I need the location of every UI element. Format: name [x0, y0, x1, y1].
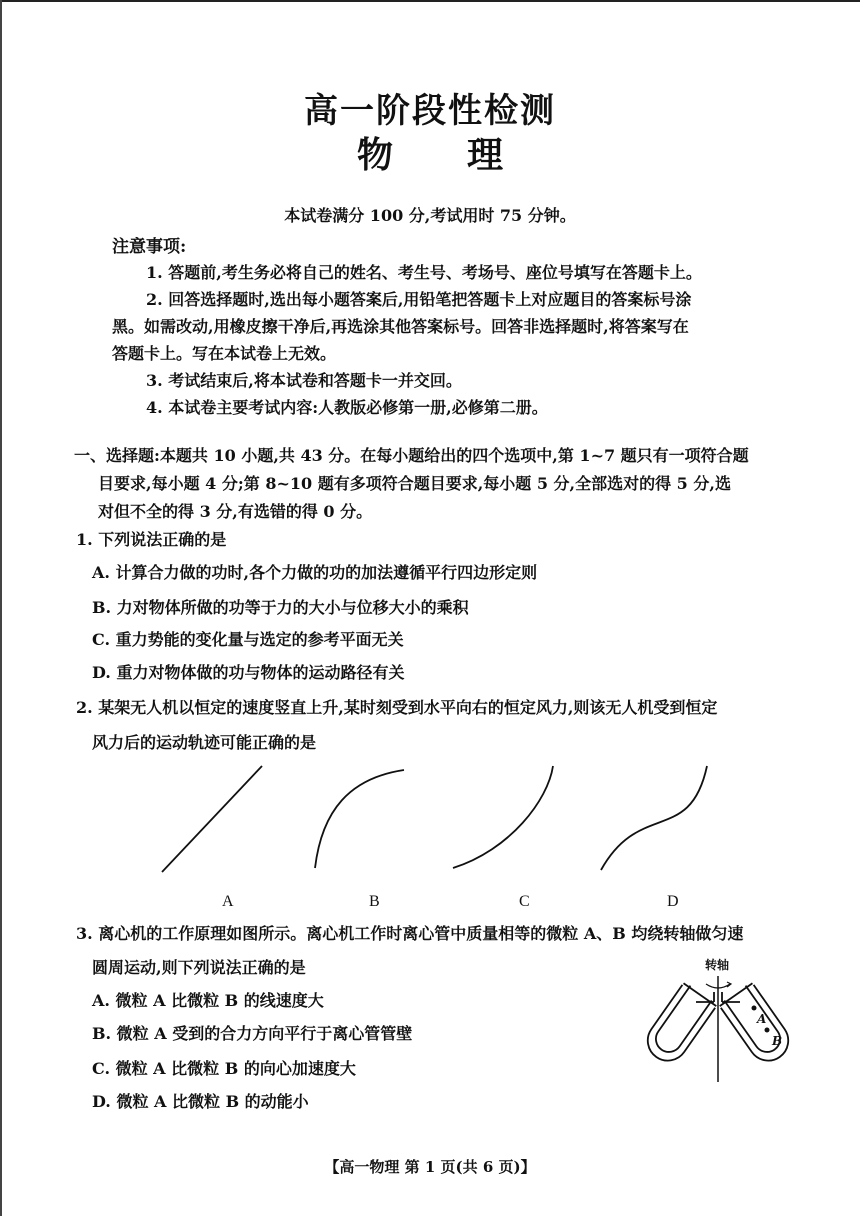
notice-item-2-end: 答题卡上。写在本试卷上无效。 [112, 344, 337, 363]
q2-stem-line-1: 2. 某架无人机以恒定的速度竖直上升,某时刻受到水平向右的恒定风力,则该无人机受到恒定 [76, 698, 718, 717]
q3-option-a: A. 微粒 A 比微粒 B 的线速度大 [92, 991, 324, 1010]
notice-heading: 注意事项: [112, 237, 187, 257]
exam-title: 高一阶段性检测 [304, 91, 556, 131]
notice-item-4: 4. 本试卷主要考试内容:人教版必修第一册,必修第二册。 [146, 398, 548, 417]
section1-line-3: 对但不全的得 3 分,有选错的得 0 分。 [98, 502, 373, 521]
q1-option-a: A. 计算合力做的功时,各个力做的功的加法遵循平行四边形定则 [92, 563, 538, 582]
q1-option-b: B. 力对物体所做的功等于力的大小与位移大小的乘积 [92, 598, 469, 617]
particle-b-label: B [772, 1034, 783, 1048]
q3-stem-line-1: 3. 离心机的工作原理如图所示。离心机工作时离心管中质量相等的微粒 A、B 均绕转轴做匀速 [76, 924, 744, 943]
subject-title: 物理 [356, 134, 577, 176]
q1-stem: 1. 下列说法正确的是 [76, 530, 227, 549]
section1-line-1: 一、选择题:本题共 10 小题,共 43 分。在每小题给出的四个选项中,第 1~7 题只有一项符合题 [74, 446, 749, 465]
q3-stem-line-2: 圆周运动,则下列说法正确的是 [92, 958, 306, 977]
particle-b-dot [765, 1028, 770, 1033]
particle-a-label: A [757, 1012, 767, 1026]
page-footer: 【高一物理 第 1 页(共 6 页)】 [324, 1158, 536, 1176]
q3-option-b: B. 微粒 A 受到的合力方向平行于离心管管壁 [92, 1024, 413, 1043]
exam-info: 本试卷满分 100 分,考试用时 75 分钟。 [284, 206, 576, 225]
q1-option-d: D. 重力对物体做的功与物体的运动路径有关 [92, 663, 405, 682]
left-tube [640, 982, 718, 1069]
figure-label-a: A [222, 893, 234, 910]
figure-label-b: B [369, 893, 380, 910]
figure-label-d: D [667, 893, 679, 910]
figure-label-c: C [519, 893, 530, 910]
particle-a-dot [752, 1006, 757, 1011]
notice-item-2-cont: 黑。如需改动,用橡皮擦干净后,再选涂其他答案标号。回答非选择题时,将答案写在 [112, 317, 689, 336]
section1-line-2: 目要求,每小题 4 分;第 8~10 题有多项符合题目要求,每小题 5 分,全部选对的得 5 分,选 [98, 474, 731, 493]
q3-option-c: C. 微粒 A 比微粒 B 的向心加速度大 [92, 1059, 356, 1078]
notice-item-1: 1. 答题前,考生务必将自己的姓名、考生号、考场号、座位号填写在答题卡上。 [146, 263, 702, 282]
q3-option-d: D. 微粒 A 比微粒 B 的动能小 [92, 1092, 309, 1111]
axis-label: 转轴 [705, 958, 730, 972]
notice-item-2: 2. 回答选择题时,选出每小题答案后,用铅笔把答题卡上对应题目的答案标号涂 [146, 290, 692, 309]
q2-stem-line-2: 风力后的运动轨迹可能正确的是 [92, 733, 317, 752]
notice-item-3: 3. 考试结束后,将本试卷和答题卡一并交回。 [146, 371, 462, 390]
q1-option-c: C. 重力势能的变化量与选定的参考平面无关 [92, 630, 404, 649]
